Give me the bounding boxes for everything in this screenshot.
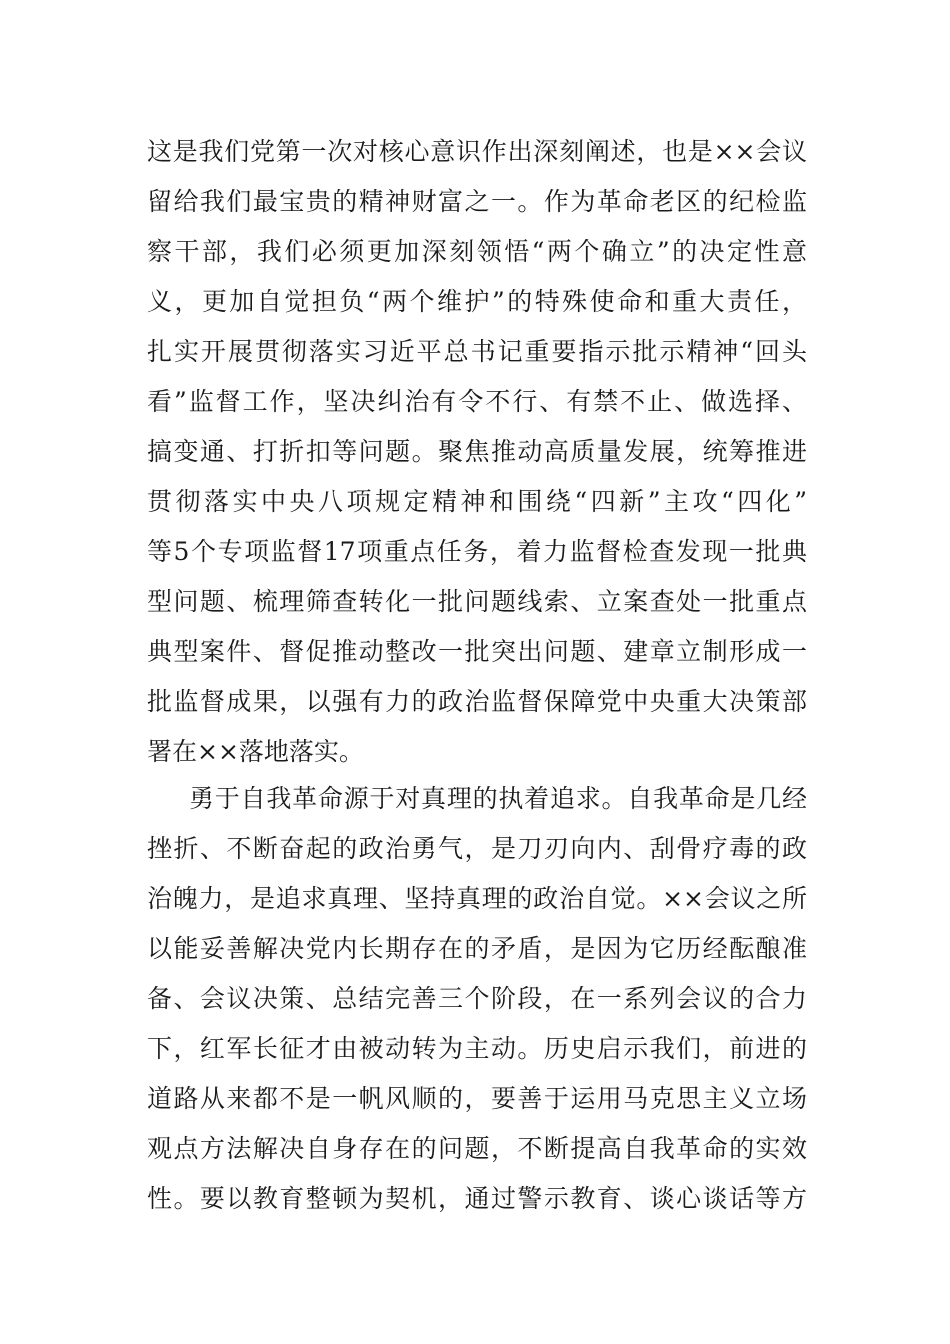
paragraph-2-line-6: 下，红军长征才由被动转为主动。历史启示我们，前进的 (147, 1034, 807, 1063)
paragraph-1-line-2: 留给我们最宝贵的精神财富之一。作为革命老区的纪检监 (147, 187, 807, 216)
paragraph-1-line-1: 这是我们党第一次对核心意识作出深刻阐述，也是××会议 (147, 137, 807, 166)
paragraph-2-line-5: 备、会议决策、总结完善三个阶段，在一系列会议的合力 (147, 984, 807, 1013)
paragraph-1-line-9: 等5个专项监督17项重点任务，着力监督检查发现一批典 (147, 537, 807, 566)
paragraph-2 (147, 774, 807, 1224)
paragraph-2-line-3: 治魄力，是追求真理、坚持真理的政治自觉。××会议之所 (147, 884, 807, 913)
paragraph-1 (147, 127, 807, 777)
paragraph-2-line-4: 以能妥善解决党内长期存在的矛盾，是因为它历经酝酿准 (147, 934, 807, 963)
paragraph-1-line-4: 义，更加自觉担负“两个维护”的特殊使命和重大责任， (147, 287, 807, 316)
paragraph-2-line-1: 勇于自我革命源于对真理的执着追求。自我革命是几经 (189, 784, 807, 813)
paragraph-1-line-12: 批监督成果，以强有力的政治监督保障党中央重大决策部 (147, 687, 807, 716)
paragraph-1-line-7: 搞变通、打折扣等问题。聚焦推动高质量发展，统筹推进 (147, 437, 807, 466)
paragraph-1-line-11: 典型案件、督促推动整改一批突出问题、建章立制形成一 (147, 637, 807, 666)
paragraph-2-line-7: 道路从来都不是一帆风顺的，要善于运用马克思主义立场 (147, 1084, 807, 1113)
paragraph-1-line-13: 署在××落地落实。 (147, 737, 364, 766)
paragraph-1-line-8: 贯彻落实中央八项规定精神和围绕“四新”主攻“四化” (147, 487, 807, 516)
paragraph-1-line-6: 看”监督工作，坚决纠治有令不行、有禁不止、做选择、 (147, 387, 807, 416)
paragraph-2-line-2: 挫折、不断奋起的政治勇气，是刀刃向内、刮骨疗毒的政 (147, 834, 807, 863)
paragraph-1-line-5: 扎实开展贯彻落实习近平总书记重要指示批示精神“回头 (147, 337, 807, 366)
paragraph-2-line-9: 性。要以教育整顿为契机，通过警示教育、谈心谈话等方 (147, 1184, 807, 1213)
paragraph-1-line-3: 察干部，我们必须更加深刻领悟“两个确立”的决定性意 (147, 237, 807, 266)
paragraph-2-line-8: 观点方法解决自身存在的问题，不断提高自我革命的实效 (147, 1134, 807, 1163)
paragraph-1-line-10: 型问题、梳理筛查转化一批问题线索、立案查处一批重点 (147, 587, 807, 616)
